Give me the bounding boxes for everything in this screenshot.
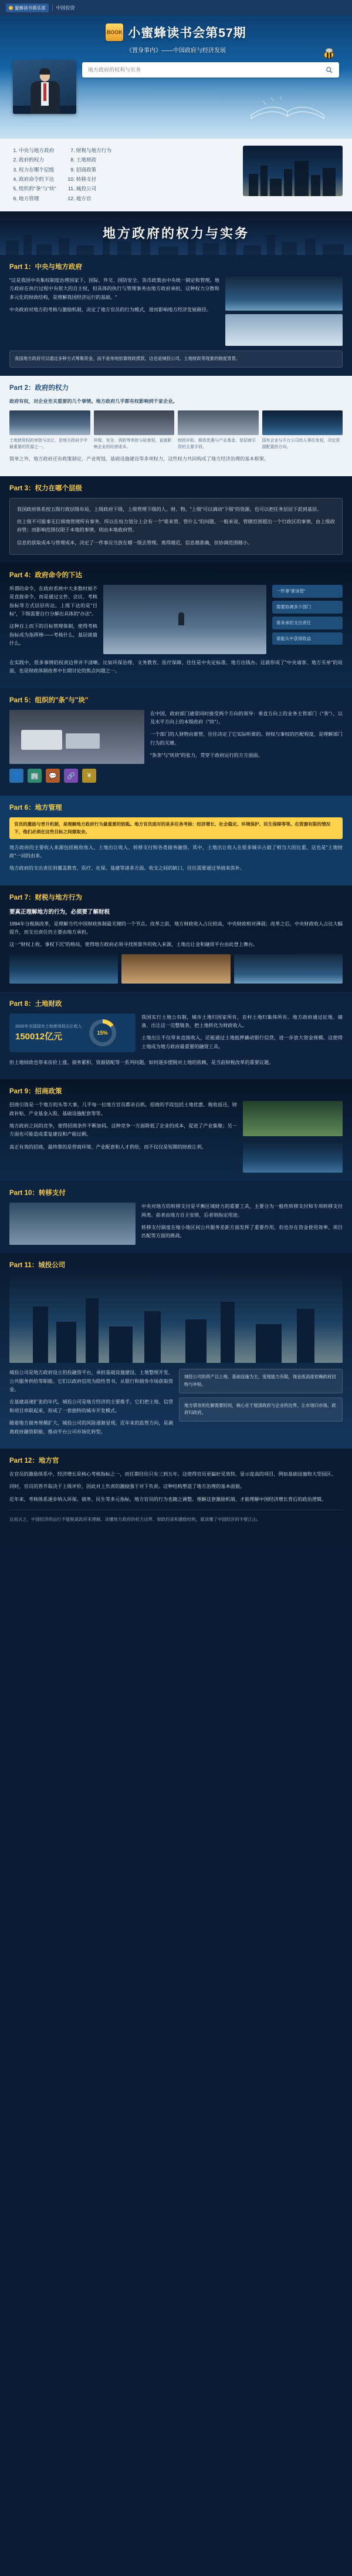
table-of-contents [0,139,352,211]
part2-card-3 [178,410,259,450]
part2-card-2-caption: 环保、安全、消防等审批与检查权，直接影响企业的经营成本。 [93,438,172,450]
part1-note: 我国地方政府可以通过多种方式筹集资金，而不是单纯依靠财政拨款，这也是城投公司、土地财政等现象的制度背景。 [9,351,343,368]
section-part3 [0,476,352,563]
part9-paragraph-2: 地方政府之间的竞争，使得招商条件不断加码。这种竞争一方面降低了企业的成本，促进了产业集聚；另一方面也可能造成重复建设和产能过剩。 [9,1123,237,1137]
section-part8 [0,992,352,1080]
section-title-band [0,211,352,255]
list-item[interactable]: 2. 政府的权力 [19,155,56,164]
list-item[interactable]: 6. 地方管理 [19,194,56,203]
list-item[interactable]: 3. 权力在哪个层级 [19,165,56,174]
part8-stat-value: 150012亿元 [15,1031,63,1042]
club-logo-label: 蜜蜂读书俱乐部 [15,5,46,11]
part5-paragraph-3: "条条"与"块块"的张力，贯穿于政府运行的方方面面。 [150,753,263,759]
part8-stat-caption: 2020年全国国有土地使用权出让收入 [15,1024,82,1029]
toc-left-list [9,146,56,203]
section-part6 [0,796,352,885]
part8-donut-pct: 15% [93,1023,112,1042]
part5-icon-row [9,769,343,783]
section-part5 [0,688,352,796]
section-part2 [0,376,352,476]
list-item[interactable]: 10. 转移支付 [76,174,111,184]
section-part7 [0,885,352,992]
part12-closing: 总而言之，中国经济的运行不能脱离政府来理解。读懂地方政府的权力边界、财政约束和激励结构，就读懂了中国经济的半壁江山。 [9,1516,261,1522]
list-item[interactable]: 7. 财税与地方行为 [76,146,111,155]
partner-label: 中国投资 [56,5,75,11]
part6-paragraph-2: 地方政府的支出责任则覆盖教育、医疗、社保、基建等诸多方面。收支之间的缺口，往往需要通过举债来弥补。 [9,866,245,871]
share-icon: 🔗 [64,769,78,783]
part5-office-photo [9,710,144,764]
part2-heading: Part 2：政府的权力 [9,384,69,392]
part7-photo-1 [9,954,118,984]
list-item[interactable]: 1. 中央与地方政府 [19,146,56,155]
search-area [82,60,339,123]
part7-paragraph-2: 这一"财权上收、事权下沉"的格局，使得地方政府必须寻找预算外的收入来源，土地出让金和融资平台由此登上舞台。 [9,942,258,948]
part9-photo-1 [243,1101,343,1136]
part3-paragraph-2: 但上级不可能事无巨细地管理所有事务，所以在权力划分上会有一个"谁来管、管什么"的问题。一般来说，管辖范围超出一个行政区的事情，由上级政府管；而影响范围仅限于本地的事情，则由本地政府管。 [17,518,335,533]
part9-paragraph-3: 真正有效的招商，最终靠的是营商环境、产业配套和人才供给，而不仅仅是短期的财政让利。 [9,1144,207,1150]
section-part11 [0,1253,352,1448]
part2-closing: 简单之外，地方政府还有政策制定、产业规划、基础设施建设等多项权力，这些权力共同构成了地方经济治理的基本框架。 [9,456,269,462]
list-item[interactable]: 11. 城投公司 [76,184,111,193]
part7-photo-2 [121,954,230,984]
section-part10 [0,1181,352,1253]
part5-paragraph-2: 一个部门的人财物由谁管，往往决定了它实际听谁的。财权与事权的匹配程度，是理解部门行为的关键。 [150,732,343,746]
toc-right-list [67,146,111,203]
part4-paragraph-2: 这种自上而下的目标管理体制，使得考核指标成为指挥棒——考核什么，基层就做什么。 [9,624,97,646]
part1-heading: Part 1：中央与地方政府 [9,263,82,271]
chat-icon: 💬 [46,769,60,783]
list-item[interactable]: 4. 政府命令的下达 [19,174,56,184]
list-item[interactable]: 8. 土地财政 [76,155,111,164]
part9-paragraph-1: 招商引资是一个地方的头等大事，几乎每一位地方官员都亲自抓。招商的手段包括土地优惠、税收返还、财政补贴、产业基金入股、基础设施配套等等。 [9,1102,237,1116]
search-input[interactable] [87,66,324,73]
part5-paragraph-1: 在中国，政府部门通常同时接受两个方向的领导：垂直方向上的业务主管部门（"条"），以及水平方向上的本级政府（"块"）。 [150,710,343,725]
part2-card-4 [262,410,343,450]
part7-heading: Part 7：财税与地方行为 [9,894,82,901]
part11-paragraph-2: 在基建高速扩张的年代，城投公司是地方经济的主要推手。它们把土地、信贷和项目串联起来，形成了一套独特的城市开发模式。 [9,1399,173,1413]
toc-thumbnail-photo [243,146,343,196]
part2-card-2 [94,410,175,450]
part12-paragraph-3: 近年来，考核体系逐步纳入环保、债务、民生等多元指标，地方官员的行为也随之调整。理解这套激励机制，才能理解中国经济增长背后的政治逻辑。 [9,1496,327,1502]
part11-card-2: 地方债务的化解需要时间，核心在于厘清政府与企业的边界，让市场归市场、政府归政府。 [179,1398,343,1422]
part9-heading: Part 9：招商政策 [9,1088,62,1096]
brand-bar [0,0,352,15]
part2-card-3-caption: 财政补贴、税收优惠与产业基金，是招商引资的主要手段。 [178,438,256,450]
part11-city-photo [9,1275,343,1363]
part10-paragraph-2: 转移支付制度在缩小地区间公共服务差距方面发挥了重要作用，但也存在资金使用效率、项目匹配等方面的挑战。 [141,1225,343,1239]
speaker-photo [13,60,76,114]
part3-heading: Part 3：权力在哪个层级 [9,484,82,492]
hero-banner [0,15,352,139]
part4-sidebar-item-1: 一件事"谁该管" [272,585,343,598]
bee-icon [321,49,337,61]
part1-paragraph-1: "这是我国中央集权制度治理国家下，国际、外交、国防安全、货币政策由中央统一制定和管理。地方政府在执行过程中有很大的自主权，但具体的执行与管理事务由地方政府承担，这种权力分散和多元化的财政结构，是理解我国经济运行的基础。" [9,277,219,300]
part4-sidebar-item-3: 谁来承担支出责任 [272,617,343,629]
part8-stat-card [9,1013,136,1052]
bee-logo-icon [9,6,13,10]
part8-paragraph-1: 我国实行土地公有制，城市土地归国家所有，农村土地归集体所有。地方政府通过征地、储备、出让这一完整链条，把土地转化为财政收入。 [141,1014,343,1029]
part7-subtitle: 要真正理解地方的行为，必须要了解财税 [9,908,110,915]
club-logo [6,4,49,12]
part10-heading: Part 10：转移支付 [9,1190,66,1197]
money-icon: ¥ [82,769,96,783]
search-box[interactable] [82,62,339,78]
hero-title: 小蜜蜂读书会第57期 [128,26,246,40]
part12-paragraph-1: 在官员的激励体系中，经济增长是核心考核指标之一，而任期往往只有三到五年。这使得官员更偏好见效快、显示度高的项目，例如基础设施和大型园区。 [9,1471,336,1477]
part12-paragraph-2: 同时，官员的晋升取决于上级评价，因此对上负责的激励强于对下负责。这种结构塑造了地方治理的基本面貌。 [9,1484,245,1490]
part7-photo-3 [234,954,343,984]
section-part12 [0,1449,352,1542]
part5-heading: Part 5：组织的"条"与"块" [9,696,89,704]
list-item[interactable]: 12. 地方官 [76,194,111,203]
part7-paragraph-1: 1994年分税制改革，是理解当代中国财政体制最关键的一个节点。改革之前，地方财政收入占比较高，中央财政相对薄弱；改革之后，中央财政收入占比大幅提升，而支出责任仍主要由地方承担。 [9,921,343,935]
page-title: 地方政府的权力与实务 [102,226,249,241]
part4-sidebar-item-4: 谁能从中获得收益 [272,632,343,645]
part4-sidebar-item-2: 需要协调多少部门 [272,601,343,614]
part6-paragraph-1: 地方政府的主要收入来源包括税收收入、土地出让收入、转移支付和各类债务融资。其中，土地出让收入在很多城市占据了相当大的比重，这也是"土地财政"一词的由来。 [9,844,343,859]
part1-city-photo [225,277,343,311]
part3-paragraph-3: 信息的获取成本与管理成本，决定了一件事应当放在哪一级去管理。离得越近，信息越准确，但协调范围越小。 [17,540,253,545]
section-part9 [0,1079,352,1181]
part4-photo [103,585,266,654]
part8-paragraph-3: 但土地财政也带来房价上涨、债务累积、资源错配等一系列问题。如何逐步摆脱对土地的依赖，是当前财税改革的重要议题。 [9,1060,274,1066]
part3-paragraph-1: 我国政府体系按五级行政层级布局，上级政府下级，上级管理下级的人、财、物。"上级"可以调动"下级"的资源，也可以把任务层层下派到基层。 [17,506,322,512]
part4-heading: Part 4：政府命令的下达 [9,571,82,579]
search-icon[interactable] [324,65,334,75]
part10-paragraph-1: 中央对地方的转移支付是平衡区域财力的重要工具，主要分为一般性转移支付和专项转移支付两类。前者由地方自主安排，后者则指定用途。 [141,1204,343,1218]
section-part4 [0,563,352,688]
book-badge-icon: BOOK [106,23,123,41]
part10-handshake-photo [9,1203,136,1245]
part1-government-building-photo [225,314,343,346]
part2-lead: 政府有权，对企业至关重要的几个事情。地方政府几乎都有权影响到千家企业。 [9,398,178,404]
part11-card-1: 城投公司的资产以土地、基础设施为主，变现能力有限，现金流高度依赖政府回购与补贴。 [179,1369,343,1393]
part12-heading: Part 12：地方官 [9,1457,59,1464]
hero-subtitle: 《置身事内》——中国政府与经济发展 [126,48,226,54]
list-item[interactable]: 5. 组织的"条"与"块" [19,184,56,193]
part11-paragraph-3: 随着地方债务规模扩大，城投公司的风险逐渐显现。近年来的监管方向，是剥离政府融资职能、推动平台公司市场化转型。 [9,1420,173,1435]
part2-card-1 [9,410,90,450]
part2-card-4-caption: 国有企业与平台公司的人事任免权，决定资源配置的方向。 [262,438,340,450]
open-book-icon [82,93,339,123]
brand-divider [52,4,53,11]
part4-bottom: 在实践中，很多事情的权责边界并不清晰。比如环保治理、义务教育、医疗保障，往往是中央定标准、地方出钱办。这就形成了"中央请客、地方买单"的局面，也是财政体制改革中长期讨论的焦点问题之一。 [9,659,343,674]
part1-paragraph-2: 中央政府对地方的考核与激励机制，决定了地方官员的行为模式，进而影响地方经济发展路径。 [9,307,211,312]
part9-photo-2 [243,1140,343,1173]
part6-heading: Part 6：地方管理 [9,804,62,812]
part8-heading: Part 8：土地财政 [9,1000,62,1008]
toc-lists [9,146,233,203]
part8-paragraph-2: 土地出让不仅带来直接收入，还能通过土地抵押撬动银行信贷，进一步放大资金规模。这使得土地成为地方政府最重要的融资工具。 [141,1035,343,1049]
part2-card-1-caption: 土地使用权的审批与出让，是地方政府手中最重要的资源之一。 [9,438,87,450]
part8-donut-chart [89,1019,116,1046]
list-item[interactable]: 9. 招商政策 [76,165,111,174]
section-part1 [0,255,352,376]
hero-title-row [0,15,352,41]
people-icon: 👤 [9,769,23,783]
part11-paragraph-1: 城投公司是地方政府设立的投融资平台，承担基础设施建设、土地整理开发、公共服务供给等职能。它们以政府信用为隐性背书，从银行和债券市场获取资金。 [9,1370,173,1393]
hero-body [0,54,352,123]
buildings-icon: 🏢 [28,769,42,783]
part6-highlight: 官员的激励与晋升机制，是理解地方政府行为最重要的钥匙。地方官员面对的是多任务考核：经济增长、社会稳定、环境保护、民生保障等等。在资源有限的情况下，他们必须在这些目标之间做取舍。 [9,817,343,839]
part11-heading: Part 11：城投公司 [9,1262,66,1270]
part4-paragraph-1: 所谓的命令，在政府系统中大多数时候不是直接命令，而是通过文件、会议、考核指标等方式层层传达。上级下达的是"目标"，下级需要自行分解出具体的"办法"。 [9,585,97,617]
